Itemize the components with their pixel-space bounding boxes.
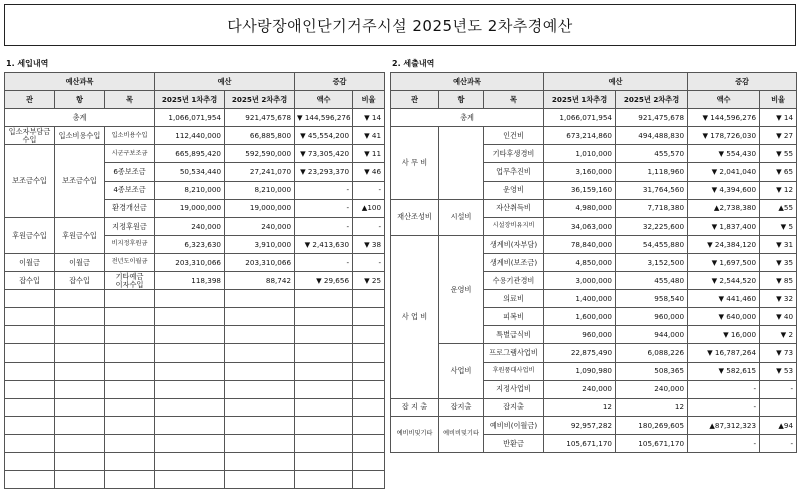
table-row <box>5 253 385 271</box>
cell: ▼ 73 <box>760 344 797 362</box>
cell: ▼ 31 <box>760 235 797 253</box>
cell: 203,310,066 <box>155 253 225 271</box>
mok-cell: 예비비(이월금) <box>484 416 544 434</box>
header-cell: 항 <box>55 91 105 109</box>
table-row <box>5 109 385 127</box>
table-row <box>5 416 385 434</box>
cell: ▼ 144,596,276 <box>295 109 353 127</box>
mok-cell: 입소비용수입 <box>105 127 155 145</box>
header-cell: 2025년 1차추경 <box>155 91 225 109</box>
gwan-cell: 보조금수입 <box>5 145 55 217</box>
gwan-cell: 사 업 비 <box>391 235 439 398</box>
cell: ▼ 14 <box>353 109 385 127</box>
mok-cell: 4종보조금 <box>105 181 155 199</box>
cell: 508,365 <box>616 362 688 380</box>
table-row <box>5 91 385 109</box>
mok-cell <box>105 272 155 290</box>
cell: ▼ 73,305,420 <box>295 145 353 163</box>
mok-cell: 6종보조금 <box>105 163 155 181</box>
cell: - <box>353 217 385 235</box>
mok-cell: 잡지출 <box>484 398 544 416</box>
table-row <box>5 362 385 380</box>
mok-cell: 프로그램사업비 <box>484 344 544 362</box>
mok-cell: 업무추진비 <box>484 163 544 181</box>
cell: ▼ 45,554,200 <box>295 127 353 145</box>
cell: 66,885,800 <box>225 127 295 145</box>
cell: 4,980,000 <box>544 199 616 217</box>
total-label: 총계 <box>5 109 155 127</box>
cell: ▼ 2,413,630 <box>295 235 353 253</box>
cell: ▼ 16,000 <box>688 326 760 344</box>
table-row <box>391 398 797 416</box>
cell: 665,895,420 <box>155 145 225 163</box>
cell: - <box>353 181 385 199</box>
cell: ▲55 <box>760 199 797 217</box>
table-row <box>5 272 385 290</box>
header-cell: 목 <box>484 91 544 109</box>
cell: 180,269,605 <box>616 416 688 434</box>
cell: 112,440,000 <box>155 127 225 145</box>
cell: ▼ 2 <box>760 326 797 344</box>
mok-cell: 환경개선금 <box>105 199 155 217</box>
mok-cell: 후원품대사업비 <box>484 362 544 380</box>
cell: ▼ 582,615 <box>688 362 760 380</box>
cell: ▼ 23,293,370 <box>295 163 353 181</box>
cell: 3,000,000 <box>544 272 616 290</box>
cell: 34,063,000 <box>544 217 616 235</box>
table-row <box>5 471 385 489</box>
cell: 958,540 <box>616 290 688 308</box>
cell: 455,570 <box>616 145 688 163</box>
cell: ▼ 14 <box>760 109 797 127</box>
cell: ▲87,312,323 <box>688 416 760 434</box>
mok-cell: 수용기관경비 <box>484 272 544 290</box>
table-row <box>5 308 385 326</box>
cell: - <box>353 253 385 271</box>
header-cell: 예산 <box>155 73 295 91</box>
gwan-cell: 잡수입 <box>5 272 55 290</box>
table-row <box>391 109 797 127</box>
hang-cell: 사업비 <box>439 344 484 398</box>
mok-cell: 전년도이월금 <box>105 253 155 271</box>
cell: ▼ 24,384,120 <box>688 235 760 253</box>
hang-cell <box>439 127 484 199</box>
cell: ▼ 554,430 <box>688 145 760 163</box>
header-cell: 예산과목 <box>391 73 544 91</box>
hang-cell: 잡지출 <box>439 398 484 416</box>
cell: 4,850,000 <box>544 253 616 271</box>
table-row <box>5 434 385 452</box>
header-cell: 예산과목 <box>5 73 155 91</box>
cell: 1,400,000 <box>544 290 616 308</box>
cell: 92,957,282 <box>544 416 616 434</box>
header-cell: 관 <box>5 91 55 109</box>
cell: ▼ 441,460 <box>688 290 760 308</box>
cell: 1,118,960 <box>616 163 688 181</box>
cell: 27,241,070 <box>225 163 295 181</box>
cell: 105,671,170 <box>616 434 688 452</box>
cell: - <box>295 199 353 217</box>
cell: ▲94 <box>760 416 797 434</box>
cell: ▼ 46 <box>353 163 385 181</box>
mok-cell: 시설장비유지비 <box>484 217 544 235</box>
table-row <box>5 73 385 91</box>
cell: - <box>688 398 760 416</box>
hang-cell: 보조금수입 <box>55 145 105 217</box>
cell: ▼ 2,041,040 <box>688 163 760 181</box>
mok-cell: 특별급식비 <box>484 326 544 344</box>
mok-cell: 자산취득비 <box>484 199 544 217</box>
cell: ▼ 38 <box>353 235 385 253</box>
mok-line: 기타예금 <box>115 272 144 282</box>
cell: 12 <box>616 398 688 416</box>
cell: 921,475,678 <box>225 109 295 127</box>
cell: 960,000 <box>616 308 688 326</box>
hang-cell: 이월금 <box>55 253 105 271</box>
cell: ▼ 178,726,030 <box>688 127 760 145</box>
cell: ▼ 5 <box>760 217 797 235</box>
cell: ▼ 53 <box>760 362 797 380</box>
header-cell: 2025년 2차추경 <box>616 91 688 109</box>
table-row <box>5 344 385 362</box>
cell: 32,225,600 <box>616 217 688 235</box>
mok-line: 이자수입 <box>115 279 144 289</box>
hang-cell: 후원금수입 <box>55 217 105 253</box>
mok-cell: 시군구보조금 <box>105 145 155 163</box>
header-cell: 2025년 2차추경 <box>225 91 295 109</box>
gwan-cell: 이월금 <box>5 253 55 271</box>
cell: - <box>295 181 353 199</box>
header-cell: 액수 <box>295 91 353 109</box>
total-label: 총계 <box>391 109 544 127</box>
table-row <box>5 380 385 398</box>
mok-cell: 지정후원금 <box>105 217 155 235</box>
table-row <box>5 326 385 344</box>
mok-cell: 피복비 <box>484 308 544 326</box>
cell: 240,000 <box>544 380 616 398</box>
cell: 19,000,000 <box>225 199 295 217</box>
cell: ▼ 4,394,600 <box>688 181 760 199</box>
cell: ▼ 25 <box>353 272 385 290</box>
cell: ▼ 55 <box>760 145 797 163</box>
cell: ▼ 144,596,276 <box>688 109 760 127</box>
cell: - <box>295 253 353 271</box>
table-row <box>391 73 797 91</box>
table-row <box>5 290 385 308</box>
cell: 1,010,000 <box>544 145 616 163</box>
header-cell: 항 <box>439 91 484 109</box>
cell: ▼ 35 <box>760 253 797 271</box>
cell: 105,671,170 <box>544 434 616 452</box>
cell: 31,764,560 <box>616 181 688 199</box>
gwan-cell: 사 무 비 <box>391 127 439 199</box>
cell: ▼ 640,000 <box>688 308 760 326</box>
mok-cell: 인건비 <box>484 127 544 145</box>
table-row <box>391 91 797 109</box>
table-row <box>5 452 385 470</box>
cell: 944,000 <box>616 326 688 344</box>
header-cell: 예산 <box>544 73 688 91</box>
cell: ▼ 1,697,500 <box>688 253 760 271</box>
expense-table <box>390 72 797 453</box>
header-cell: 비율 <box>353 91 385 109</box>
cell: 240,000 <box>225 217 295 235</box>
cell: 455,480 <box>616 272 688 290</box>
cell <box>760 398 797 416</box>
table-row <box>391 416 797 434</box>
header-cell: 2025년 1차추경 <box>544 91 616 109</box>
cell: ▼ 16,787,264 <box>688 344 760 362</box>
table-row <box>5 217 385 235</box>
income-table <box>4 72 385 489</box>
cell: 203,310,066 <box>225 253 295 271</box>
cell: 673,214,860 <box>544 127 616 145</box>
cell: 3,160,000 <box>544 163 616 181</box>
cell: 22,875,490 <box>544 344 616 362</box>
hang-cell: 예비비및기타 <box>439 416 484 452</box>
income-section-title: 1. 세입내역 <box>6 59 49 68</box>
cell: 3,910,000 <box>225 235 295 253</box>
page-title: 다사랑장애인단기거주시설 2025년도 2차추경예산 <box>4 4 796 46</box>
cell: 592,590,000 <box>225 145 295 163</box>
mok-cell: 생계비(자부담) <box>484 235 544 253</box>
cell: ▼ 1,837,400 <box>688 217 760 235</box>
expense-section-title: 2. 세출내역 <box>392 59 435 68</box>
cell: ▼ 65 <box>760 163 797 181</box>
hang-cell: 운영비 <box>439 235 484 344</box>
cell: ▼ 32 <box>760 290 797 308</box>
cell: 50,534,440 <box>155 163 225 181</box>
gwan-cell: 재산조성비 <box>391 199 439 235</box>
header-cell: 목 <box>105 91 155 109</box>
mok-cell: 비지정후원금 <box>105 235 155 253</box>
mok-cell: 반환금 <box>484 434 544 452</box>
hang-cell: 잡수입 <box>55 272 105 290</box>
cell: 240,000 <box>616 380 688 398</box>
gwan-cell: 후원금수입 <box>5 217 55 253</box>
mok-cell: 운영비 <box>484 181 544 199</box>
cell: 19,000,000 <box>155 199 225 217</box>
cell: 1,090,980 <box>544 362 616 380</box>
cell: 6,088,226 <box>616 344 688 362</box>
mok-cell: 생계비(보조금) <box>484 253 544 271</box>
cell: ▼ 2,544,520 <box>688 272 760 290</box>
cell: ▲100 <box>353 199 385 217</box>
mok-cell: 의료비 <box>484 290 544 308</box>
gwan-cell: 잡 지 출 <box>391 398 439 416</box>
header-cell: 액수 <box>688 91 760 109</box>
cell: 12 <box>544 398 616 416</box>
hang-cell: 입소비용수입 <box>55 127 105 145</box>
cell: 7,718,380 <box>616 199 688 217</box>
cell: 54,455,880 <box>616 235 688 253</box>
cell: 494,488,830 <box>616 127 688 145</box>
cell: 1,600,000 <box>544 308 616 326</box>
cell: ▼ 12 <box>760 181 797 199</box>
table-row <box>391 127 797 145</box>
cell: ▼ 11 <box>353 145 385 163</box>
table-row <box>5 398 385 416</box>
cell: - <box>295 217 353 235</box>
table-row <box>391 199 797 217</box>
cell: 36,159,160 <box>544 181 616 199</box>
header-cell: 비율 <box>760 91 797 109</box>
cell: 88,742 <box>225 272 295 290</box>
cell: 1,066,071,954 <box>544 109 616 127</box>
cell: - <box>688 380 760 398</box>
cell: ▼ 40 <box>760 308 797 326</box>
cell: 240,000 <box>155 217 225 235</box>
table-row <box>5 145 385 163</box>
cell: ▼ 41 <box>353 127 385 145</box>
gwan-cell: 입소자부담금수입 <box>5 127 55 145</box>
cell: 3,152,500 <box>616 253 688 271</box>
table-row <box>5 127 385 145</box>
cell: 921,475,678 <box>616 109 688 127</box>
cell: ▼ 85 <box>760 272 797 290</box>
mok-cell: 기타후생경비 <box>484 145 544 163</box>
header-cell: 증감 <box>688 73 797 91</box>
cell: ▼ 29,656 <box>295 272 353 290</box>
cell: - <box>760 434 797 452</box>
cell: ▼ 27 <box>760 127 797 145</box>
gwan-cell: 예비비및기타 <box>391 416 439 452</box>
cell: ▲2,738,380 <box>688 199 760 217</box>
cell: 78,840,000 <box>544 235 616 253</box>
cell: - <box>760 380 797 398</box>
header-cell: 관 <box>391 91 439 109</box>
cell: 960,000 <box>544 326 616 344</box>
cell: 8,210,000 <box>155 181 225 199</box>
table-row <box>391 344 797 362</box>
mok-cell: 지정사업비 <box>484 380 544 398</box>
cell: - <box>688 434 760 452</box>
cell: 6,323,630 <box>155 235 225 253</box>
table-row <box>391 235 797 253</box>
cell: 8,210,000 <box>225 181 295 199</box>
cell: 1,066,071,954 <box>155 109 225 127</box>
header-cell: 증감 <box>295 73 385 91</box>
cell: 118,398 <box>155 272 225 290</box>
hang-cell: 시설비 <box>439 199 484 235</box>
